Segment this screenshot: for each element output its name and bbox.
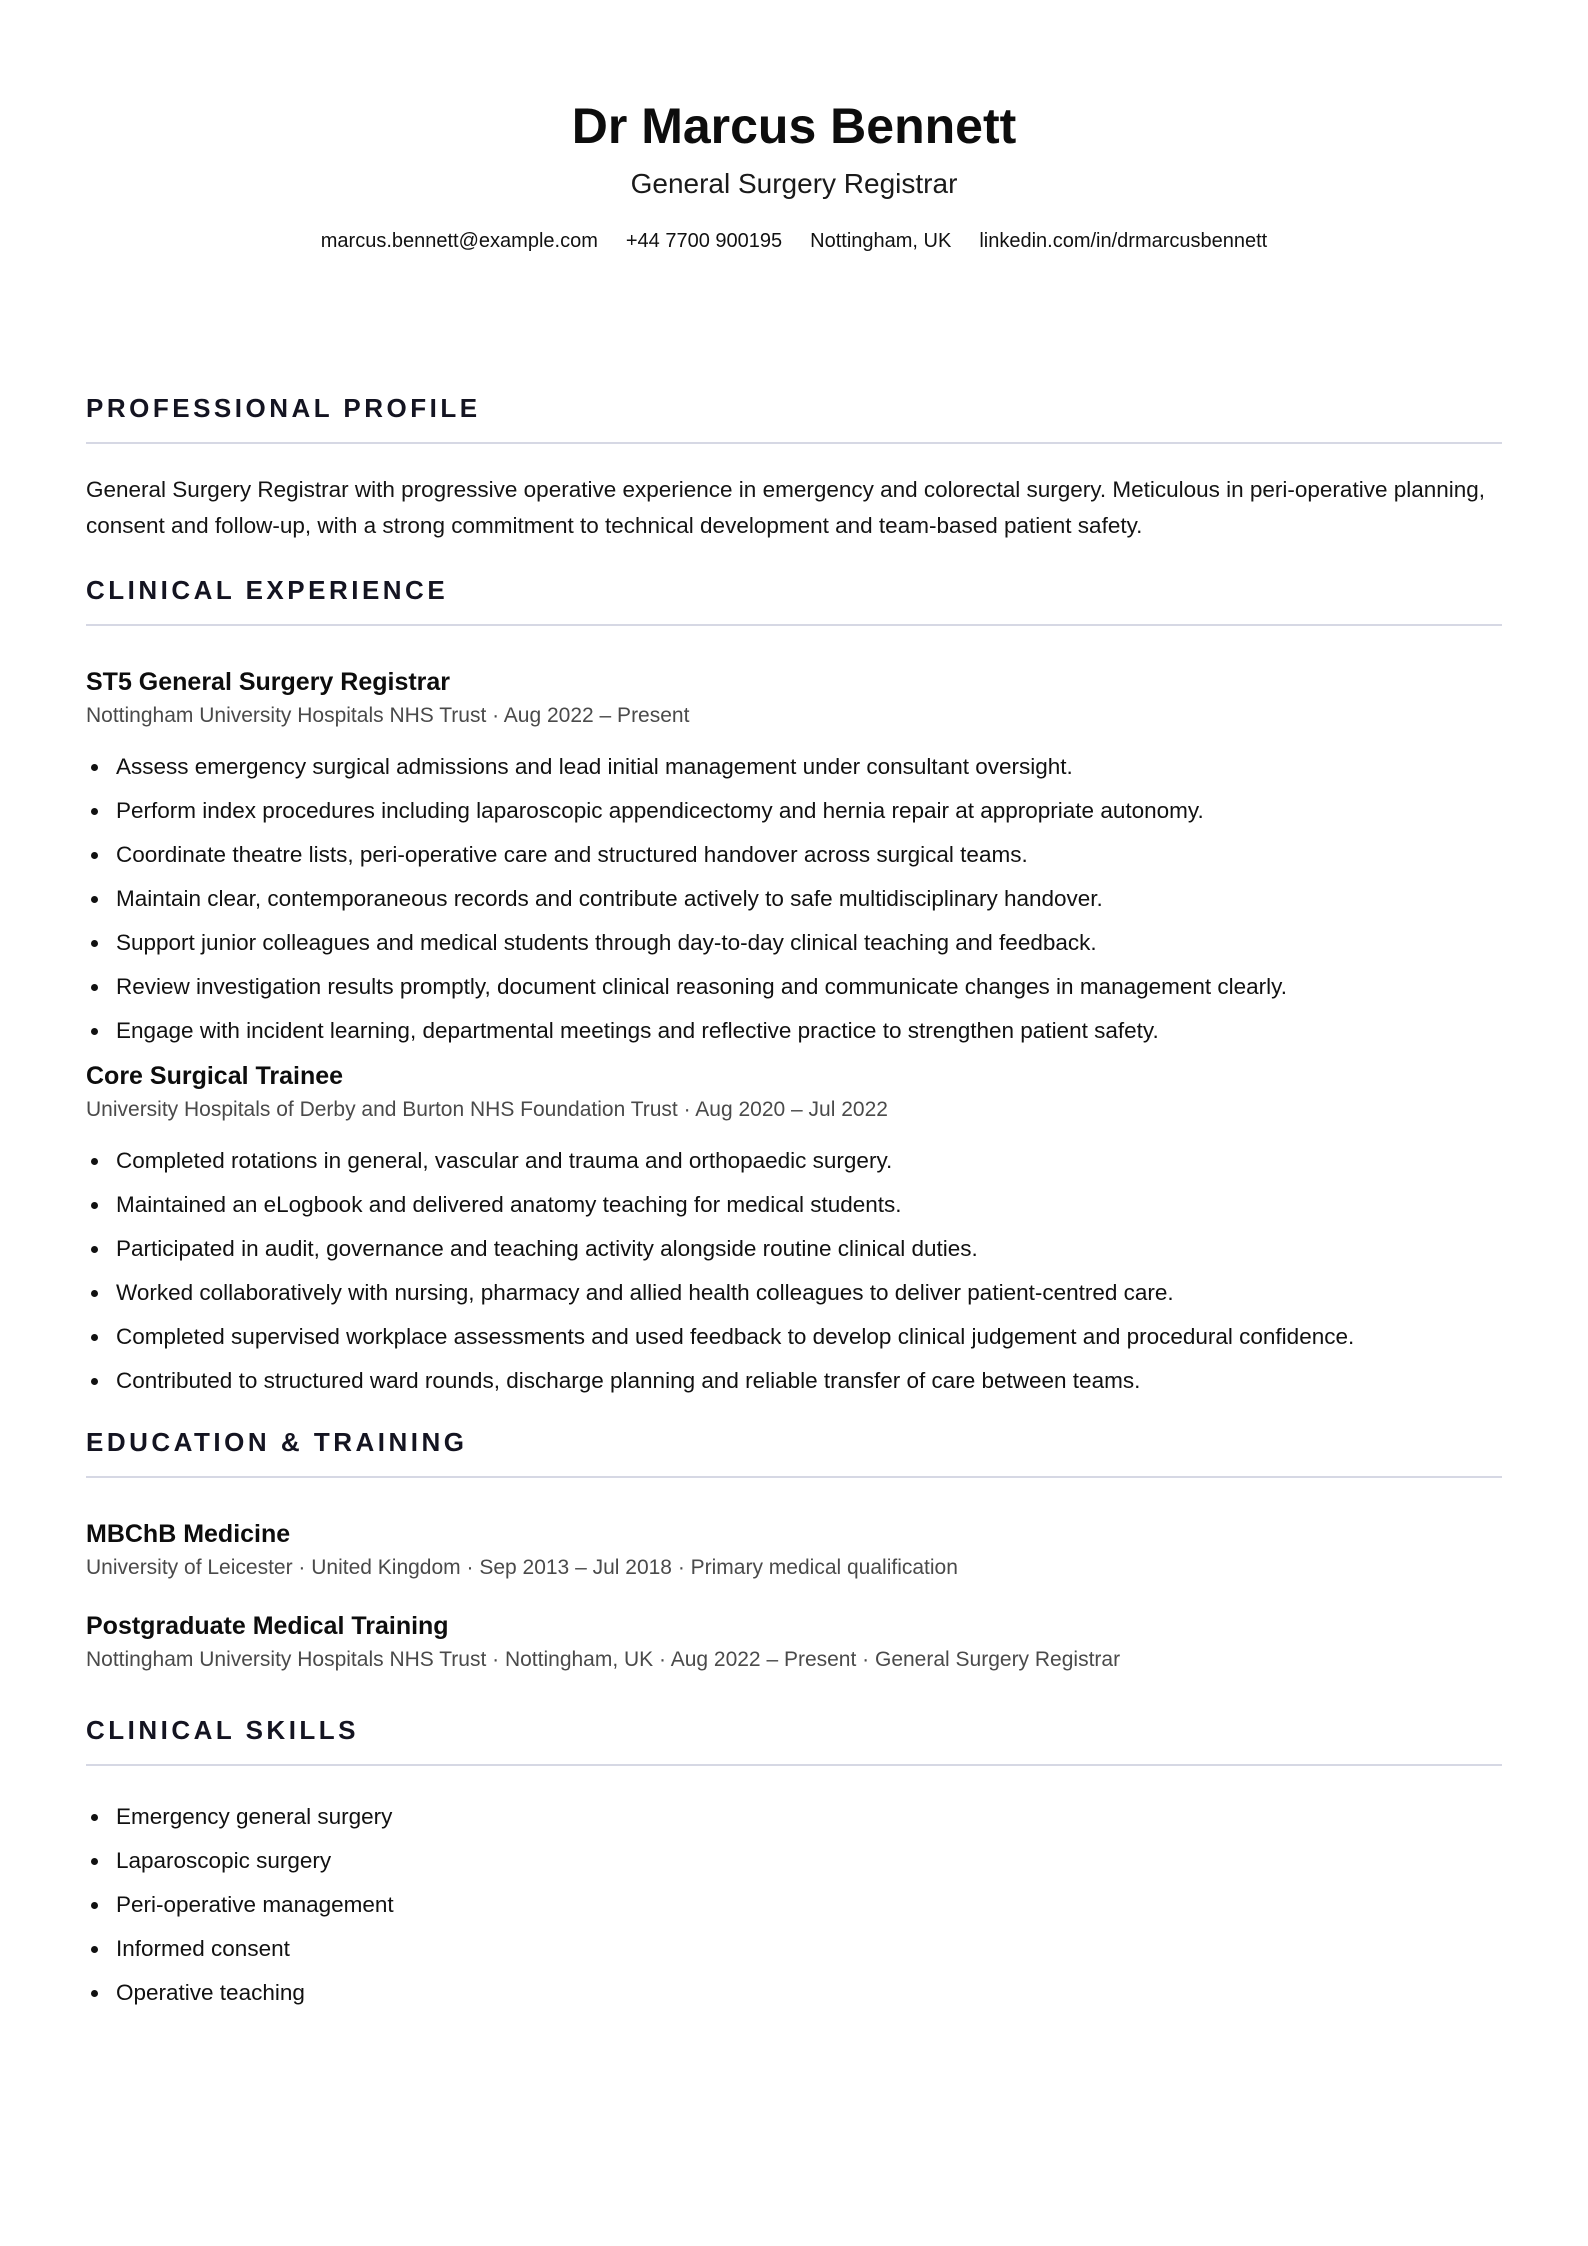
skills-list — [86, 1802, 1502, 2008]
list-item: Operative teaching — [116, 1978, 1502, 2008]
skills-section — [86, 1714, 1502, 2008]
experience-section — [86, 574, 1502, 1396]
job-meta: University Hospitals of Derby and Burton NHS Foundation Trust · Aug 2020 – Jul 2022 — [86, 1098, 888, 1121]
list-item: Coordinate theatre lists, peri-operative care and structured handover across surgical teams. — [116, 840, 1502, 870]
list-item: Informed consent — [116, 1934, 1502, 1964]
list-item: Emergency general surgery — [116, 1802, 1502, 1832]
job-title: Core Surgical Trainee — [86, 1062, 344, 1090]
candidate-name: Dr Marcus Bennett — [571, 98, 1017, 154]
list-item: Contributed to structured ward rounds, discharge planning and reliable transfer of care between teams. — [116, 1366, 1502, 1396]
education-meta: University of Leicester · United Kingdom · Sep 2013 – Jul 2018 · Primary medical qualification — [86, 1556, 958, 1579]
list-item: Support junior colleagues and medical students through day-to-day clinical teaching and feedback. — [116, 928, 1502, 958]
contact-line — [86, 228, 1502, 254]
list-item: Maintain clear, contemporaneous records and contribute actively to safe multidisciplinary handover. — [116, 884, 1502, 914]
education-section — [86, 1426, 1502, 1674]
job-entry — [86, 666, 1502, 1046]
job-title: ST5 General Surgery Registrar — [86, 668, 451, 696]
job-meta: Nottingham University Hospitals NHS Trust · Aug 2022 – Present — [86, 704, 690, 727]
candidate-role: General Surgery Registrar — [630, 168, 958, 199]
list-item: Engage with incident learning, departmental meetings and reflective practice to strengthen patient safety. — [116, 1016, 1502, 1046]
resume-header — [86, 0, 1502, 254]
list-item: Peri-operative management — [116, 1890, 1502, 1920]
profile-text: General Surgery Registrar with progressive operative experience in emergency and colorectal surgery. Meticulous in peri-operative planning, consent and follow-up, with a strong commitment to technical development and team-based patient safety. — [86, 477, 1486, 538]
section-title-education: EDUCATION & TRAINING — [86, 1426, 1502, 1478]
education-title: Postgraduate Medical Training — [86, 1612, 449, 1640]
list-item: Laparoscopic surgery — [116, 1846, 1502, 1876]
section-title-experience: CLINICAL EXPERIENCE — [86, 574, 1502, 626]
job-entry — [86, 1060, 1502, 1396]
education-meta: Nottingham University Hospitals NHS Trust · Nottingham, UK · Aug 2022 – Present · General Surgery Registrar — [86, 1648, 1121, 1671]
list-item: Maintained an eLogbook and delivered anatomy teaching for medical students. — [116, 1190, 1502, 1220]
list-item: Assess emergency surgical admissions and lead initial management under consultant oversight. — [116, 752, 1502, 782]
contact-email[interactable]: marcus.bennett@example.com — [320, 230, 598, 252]
education-title: MBChB Medicine — [86, 1520, 291, 1548]
list-item: Completed rotations in general, vascular and trauma and orthopaedic surgery. — [116, 1146, 1502, 1176]
education-entry — [86, 1610, 1502, 1674]
list-item: Worked collaboratively with nursing, pharmacy and allied health colleagues to deliver patient-centred care. — [116, 1278, 1502, 1308]
list-item: Review investigation results promptly, document clinical reasoning and communicate changes in management clearly. — [116, 972, 1502, 1002]
section-title-skills: CLINICAL SKILLS — [86, 1714, 1502, 1766]
list-item: Participated in audit, governance and teaching activity alongside routine clinical duties. — [116, 1234, 1502, 1264]
profile-section — [86, 392, 1502, 544]
job-bullets — [86, 752, 1502, 1046]
education-entry — [86, 1518, 1502, 1582]
section-title-profile: PROFESSIONAL PROFILE — [86, 392, 1502, 444]
contact-phone[interactable]: +44 7700 900195 — [625, 230, 783, 252]
contact-location: Nottingham, UK — [810, 230, 952, 252]
job-bullets — [86, 1146, 1502, 1396]
contact-linkedin[interactable]: linkedin.com/in/drmarcusbennett — [979, 230, 1268, 252]
list-item: Perform index procedures including laparoscopic appendicectomy and hernia repair at appropriate autonomy. — [116, 796, 1502, 826]
list-item: Completed supervised workplace assessments and used feedback to develop clinical judgement and procedural confidence. — [116, 1322, 1502, 1352]
